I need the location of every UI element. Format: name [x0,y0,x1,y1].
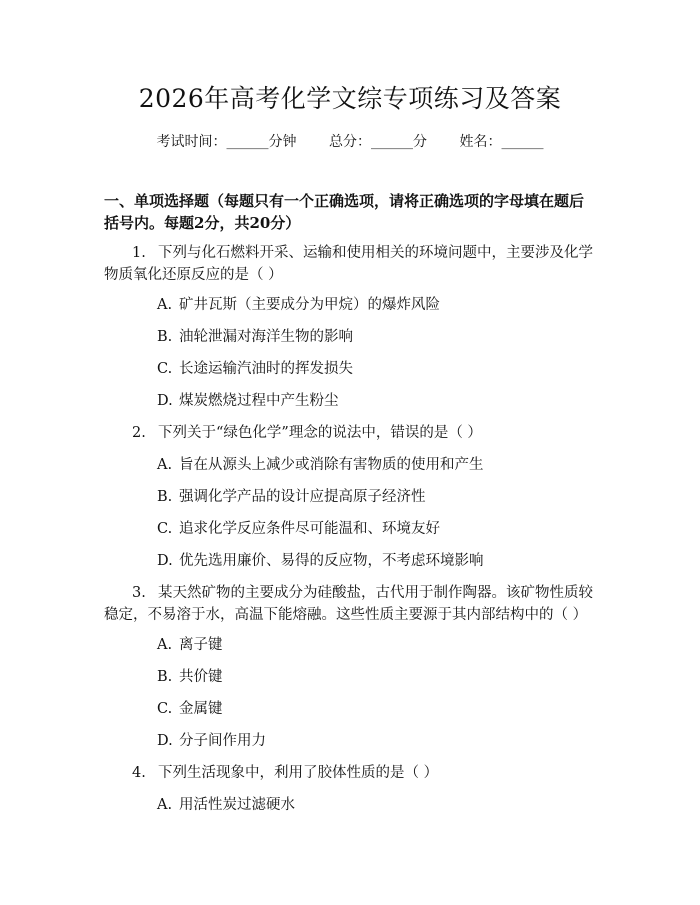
exam-time-field: 考试时间：______分钟 [156,134,297,150]
option-text: 追求化学反应条件尽可能温和、环境友好 [179,521,440,537]
option-letter: C. [157,701,173,717]
student-name-field: 姓名：______ [459,134,544,150]
question-4-stem [104,762,599,784]
option-letter: C. [157,361,173,377]
option-letter: B. [157,489,173,505]
question-number: 2. [132,425,146,441]
option-letter: B. [157,329,173,345]
question-text: 下列与化石燃料开采、运输和使用相关的环境问题中，主要涉及化学物质氧化还原反应的是（ ） [104,245,593,283]
option-text: 矿井瓦斯（主要成分为甲烷）的爆炸风险 [179,297,440,313]
option-letter: A. [157,297,173,313]
question-3-option-b [157,666,597,688]
option-letter: A. [157,457,173,473]
question-text: 下列关于“绿色化学”理念的说法中，错误的是（ ） [158,425,482,441]
document-title: 2026年高考化学文综专项练习及答案 [138,84,562,113]
question-2-option-b [157,486,597,508]
option-letter: D. [157,553,173,569]
option-letter: A. [157,797,173,813]
option-text: 分子间作用力 [179,733,266,749]
option-text: 金属键 [179,701,223,717]
option-text: 油轮泄漏对海洋生物的影响 [179,329,353,345]
option-letter: D. [157,393,173,409]
question-3-stem [104,582,599,626]
question-2-option-a [157,454,597,476]
question-2-option-c [157,518,597,540]
question-2-stem [104,422,599,444]
section-heading: 一、单项选择题（每题只有一个正确选项，请将正确选项的字母填在题后括号内。每题2分，共20分） [104,192,585,232]
option-text: 用活性炭过滤硬水 [179,797,295,813]
question-1-option-a [157,294,597,316]
question-1-stem [104,242,599,286]
question-1-option-b [157,326,597,348]
total-score-field: 总分：______分 [329,134,427,150]
option-text: 煤炭燃烧过程中产生粉尘 [179,393,339,409]
option-text: 强调化学产品的设计应提高原子经济性 [179,489,426,505]
option-text: 共价键 [179,669,223,685]
question-number: 3. [132,585,146,601]
question-text: 某天然矿物的主要成分为硅酸盐，古代用于制作陶器。该矿物性质较稳定，不易溶于水，高温下能熔融。这些性质主要源于其内部结构中的（ ） [104,585,593,623]
question-text: 下列生活现象中，利用了胶体性质的是（ ） [158,765,439,781]
exam-info-line [0,132,700,152]
question-number: 4. [132,765,146,781]
question-2-option-d [157,550,597,572]
option-letter: D. [157,733,173,749]
option-letter: A. [157,637,173,653]
option-text: 离子键 [179,637,223,653]
question-1-option-c [157,358,597,380]
option-letter: C. [157,521,173,537]
question-1-option-d [157,390,597,412]
option-letter: B. [157,669,173,685]
option-text: 长途运输汽油时的挥发损失 [179,361,353,377]
question-number: 1. [132,245,146,261]
question-3-option-a [157,634,597,656]
option-text: 旨在从源头上减少或消除有害物质的使用和产生 [179,457,484,473]
question-3-option-c [157,698,597,720]
question-4-option-a [157,794,597,816]
option-text: 优先选用廉价、易得的反应物，不考虑环境影响 [179,553,484,569]
question-3-option-d [157,730,597,752]
